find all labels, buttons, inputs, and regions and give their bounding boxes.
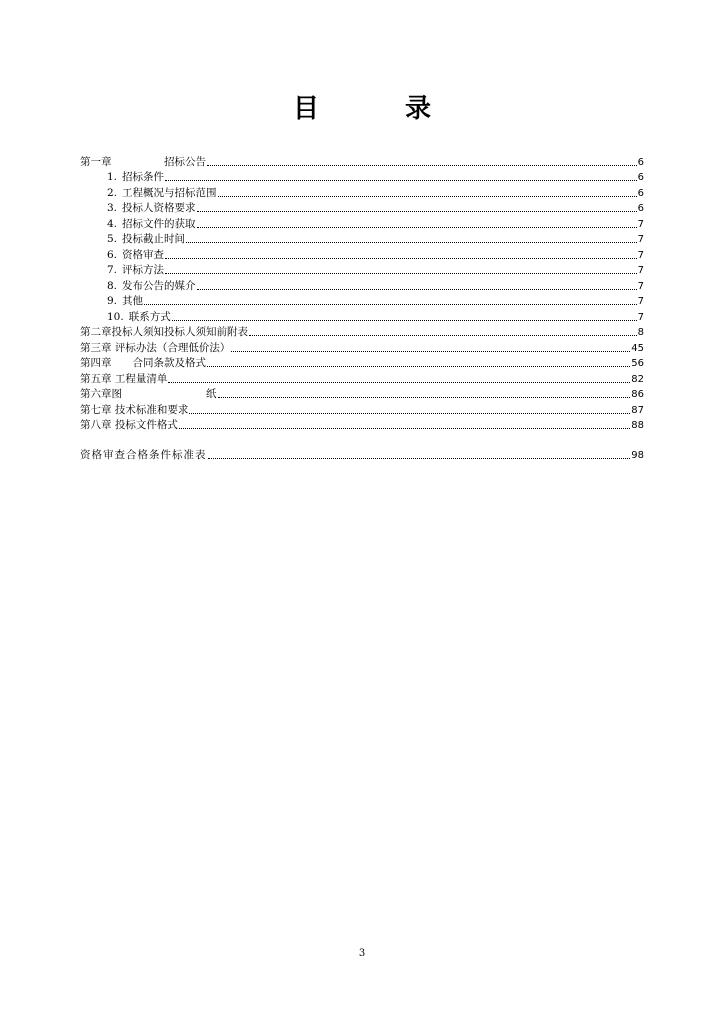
- toc-page: 98: [631, 449, 644, 461]
- toc-label: 其他: [122, 295, 144, 307]
- toc-entry[interactable]: [80, 231, 644, 247]
- toc-label: 发布公告的媒介: [122, 279, 196, 292]
- toc-leader: [165, 179, 637, 181]
- toc-leader: [168, 381, 630, 383]
- page-title: 目 录: [292, 94, 461, 124]
- toc-leader: [208, 457, 631, 459]
- page-number: 3: [358, 948, 366, 959]
- toc-number: 2.: [107, 186, 118, 199]
- toc-entry[interactable]: [80, 246, 644, 262]
- toc-number: 6.: [107, 248, 118, 261]
- toc-label: 第一章 招标公告: [80, 155, 206, 168]
- toc-page: 6: [637, 187, 644, 199]
- toc-label: 第三章 评标办法（合理低价法）: [80, 341, 231, 354]
- toc-leader: [207, 365, 630, 367]
- toc-label: 资格审查: [122, 248, 165, 261]
- toc-page: 8: [637, 327, 644, 338]
- toc-page: 6: [637, 203, 644, 214]
- toc-entry[interactable]: [80, 308, 644, 324]
- toc-page: 56: [631, 358, 644, 369]
- toc-entry[interactable]: [80, 184, 644, 200]
- toc-entry[interactable]: [80, 324, 644, 340]
- toc-label: 投标截止时间: [122, 233, 186, 245]
- toc-leader: [172, 319, 637, 321]
- toc-entry[interactable]: [80, 262, 644, 278]
- toc-page: 7: [637, 296, 644, 307]
- toc-entry[interactable]: [80, 386, 644, 402]
- toc-entry[interactable]: [80, 339, 644, 355]
- toc-page: 45: [631, 342, 644, 354]
- toc-entry[interactable]: [80, 417, 644, 433]
- toc-number: 8.: [107, 279, 118, 292]
- toc-entry[interactable]: [80, 215, 644, 231]
- toc-page: 87: [631, 404, 644, 416]
- toc-entry[interactable]: [80, 370, 644, 386]
- toc-page: 6: [637, 156, 644, 168]
- toc-entry[interactable]: [80, 355, 644, 371]
- toc-leader: [197, 210, 637, 212]
- toc-entry[interactable]: [80, 169, 644, 185]
- toc-label: 第六章图 纸: [80, 388, 217, 400]
- toc-label: 第八章 投标文件格式: [80, 419, 178, 431]
- toc-page: 82: [631, 373, 644, 385]
- toc-number: 4.: [107, 217, 118, 230]
- toc-label: 联系方式: [128, 310, 171, 323]
- toc-leader: [197, 288, 637, 290]
- toc-leader: [165, 272, 637, 274]
- toc-page: 7: [637, 280, 644, 292]
- table-of-contents: [80, 153, 644, 462]
- toc-leader: [249, 334, 637, 336]
- toc-label: 招标文件的获取: [122, 217, 196, 230]
- toc-page: 7: [637, 311, 644, 323]
- toc-label: 第五章 工程量清单: [80, 372, 168, 385]
- toc-label: 第四章 合同条款及格式: [80, 357, 206, 369]
- toc-leader: [165, 257, 637, 259]
- toc-leader: [218, 195, 637, 197]
- toc-entry[interactable]: [80, 200, 644, 216]
- toc-number: 5.: [107, 233, 118, 245]
- toc-entry[interactable]: [80, 293, 644, 309]
- toc-leader: [197, 226, 637, 228]
- toc-leader: [231, 350, 630, 352]
- toc-number: 1.: [107, 171, 118, 183]
- toc-page: 86: [631, 389, 644, 400]
- toc-label: 工程概况与招标范围: [122, 186, 217, 199]
- toc-leader: [218, 396, 631, 398]
- toc-number: 9.: [107, 295, 118, 307]
- toc-number: 7.: [107, 264, 118, 276]
- toc-entry[interactable]: [80, 277, 644, 293]
- toc-page: 7: [637, 249, 644, 261]
- toc-leader: [144, 303, 637, 305]
- toc-number: 3.: [107, 202, 118, 214]
- toc-leader: [186, 241, 637, 243]
- toc-page: 6: [637, 172, 644, 183]
- toc-number: 10.: [107, 310, 124, 323]
- toc-leader: [189, 412, 630, 414]
- toc-leader: [207, 164, 637, 166]
- toc-entry[interactable]: [80, 401, 644, 417]
- toc-page: 7: [637, 218, 644, 230]
- toc-entry[interactable]: [80, 153, 644, 169]
- toc-label: 评标方法: [122, 264, 165, 276]
- toc-entry[interactable]: [80, 446, 644, 462]
- toc-leader: [179, 427, 630, 429]
- toc-label: 投标人资格要求: [122, 202, 196, 214]
- toc-label: 第七章 技术标准和要求: [80, 403, 189, 416]
- toc-label: 招标条件: [122, 171, 165, 183]
- toc-label: 第二章投标人须知投标人须知前附表: [80, 326, 248, 338]
- toc-page: 7: [637, 265, 644, 276]
- toc-page: 7: [637, 234, 644, 245]
- toc-page: 88: [631, 420, 644, 431]
- toc-label: 资格审查合格条件标准表: [80, 448, 207, 461]
